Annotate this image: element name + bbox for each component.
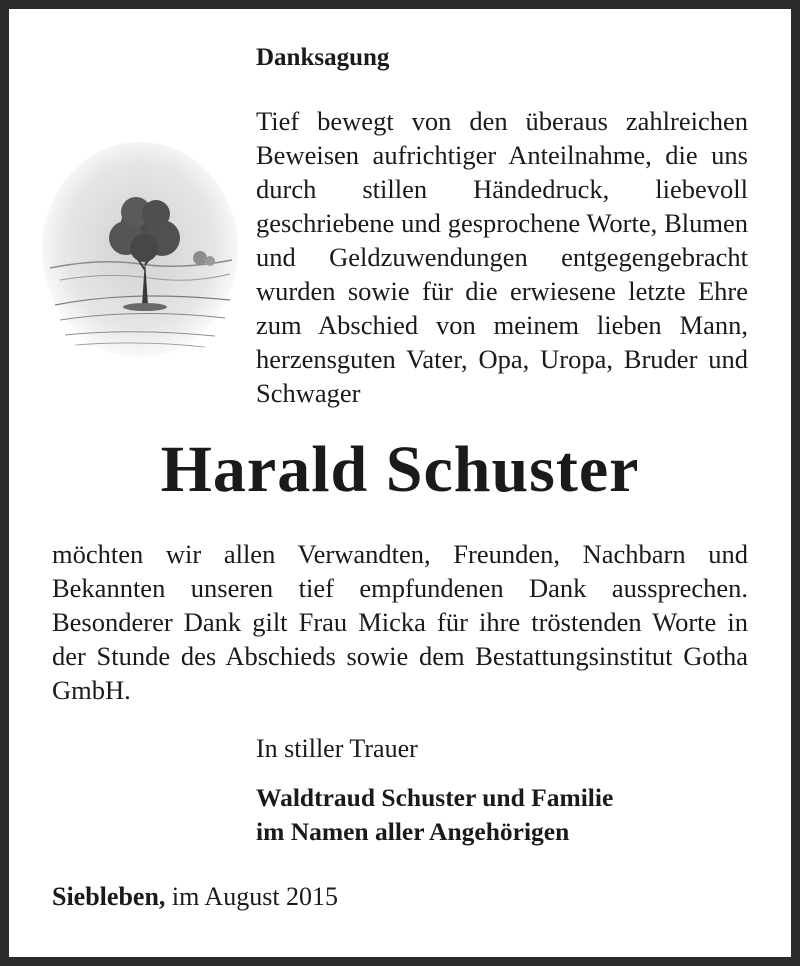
place-date-line: [52, 882, 338, 912]
thanks-paragraph: möchten wir allen Verwandten, Freunden, Nachbarn und Bekannten unseren tief empfundenen Dank aussprechen. Besonderer Dank gilt Frau Micka für ihre tröstenden Worte in der Stunde des Abschieds sowie dem Bestattungsinstitut Gotha GmbH.: [52, 539, 748, 705]
deceased-name: Harald Schuster: [160, 433, 640, 506]
signer-line: Waldtraud Schuster und Familie: [256, 783, 614, 812]
signer-line: im Namen aller Angehörigen: [256, 817, 570, 846]
signers-block: [256, 781, 613, 849]
place-name: Siebleben,: [52, 882, 166, 911]
tree-landscape-icon: [40, 140, 240, 365]
mourning-line: In stiller Trauer: [256, 734, 418, 763]
date-text: im August 2015: [171, 882, 339, 911]
intro-paragraph: Tief bewegt von den überaus zahlreichen Beweisen aufrichtiger Anteilnahme, die uns durch stillen Händedruck, liebevoll geschriebene und gesprochene Worte, Blumen und Geldzuwendungen entgegengebracht wurden sowie für die erwiesene letzte Ehre zum Abschied von meinem lieben Mann, herzensguten Vater, Opa, Uropa, Bruder und Schwager: [256, 106, 748, 408]
notice-heading: Danksagung: [256, 44, 390, 71]
